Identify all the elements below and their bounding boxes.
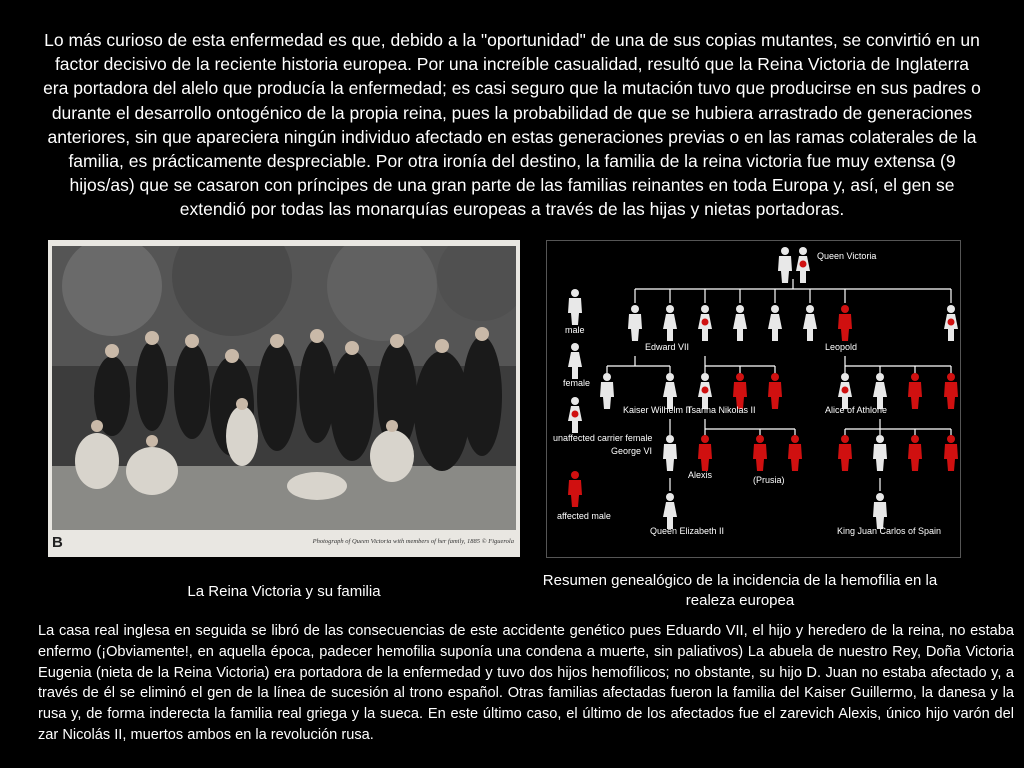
photo-image	[52, 246, 516, 530]
fig-gen2-6	[838, 305, 852, 341]
label-alexis: Alexis	[688, 470, 713, 480]
fig-gen2-4	[768, 305, 782, 341]
pedigree-legend	[553, 325, 652, 521]
legend-female: female	[563, 378, 591, 388]
fig-gen3-8	[944, 373, 958, 409]
fig-gen3-4	[768, 373, 782, 409]
label-queen-victoria: Queen Victoria	[817, 251, 877, 261]
photo-credit: Photograph of Queen Victoria with members of her family, 1885 © Figuerola	[312, 538, 514, 545]
fig-queen-victoria	[796, 247, 810, 283]
fig-gen4-2	[753, 435, 767, 471]
fig-gen2-0	[628, 305, 642, 341]
label-queen-elizabeth: Queen Elizabeth II	[650, 526, 725, 536]
photo-caption: La Reina Victoria y su familia	[187, 583, 381, 600]
legend-fig-male	[568, 289, 582, 325]
legend-affected: affected male	[557, 511, 611, 521]
legend-carrier: unaffected carrier female	[553, 433, 653, 443]
pedigree-caption: Resumen genealógico de la incidencia de la hemofilia en la realeza europea	[542, 572, 938, 609]
fig-gen4-0	[663, 435, 677, 471]
label-prusia: (Prusia)	[753, 475, 785, 485]
pedigree-svg	[547, 241, 960, 557]
fig-gen3-1	[663, 373, 677, 409]
fig-gen2-5	[803, 305, 817, 341]
label-kaiser: Kaiser Wilhelm II	[623, 405, 691, 415]
fig-gen4-3	[788, 435, 802, 471]
legend-fig-female	[568, 343, 582, 379]
label-edward-vii: Edward VII	[645, 342, 690, 352]
fig-gen4-4	[838, 435, 852, 471]
fig-gen2-1	[663, 305, 677, 341]
fig-gen3-7	[908, 373, 922, 409]
pedigree-chart	[546, 240, 961, 558]
family-group-picture	[52, 246, 516, 530]
panel-letter: B	[52, 534, 63, 551]
label-george-vi: George VI	[611, 446, 653, 456]
fig-queen-elizabeth	[663, 493, 677, 529]
fig-juan-carlos	[873, 493, 887, 529]
intro-paragraph: Lo más curioso de esta enfermedad es que, debido a la "oportunidad" de una de sus copias mutantes, se convirtió en un factor decisivo de la reciente historia europea. Por una increíble casualidad, resultó que la Reina Victoria de Inglaterra era portadora del alelo que producía la enfermedad; es casi seguro que la mutación tuvo que producirse en sus padres o durante el desarrollo ontogénico de la propia reina, pues la probabilidad de que se hubiera arrastrado de generaciones anteriores, sin que apareciera ningún individuo afectado en estas generaciones previas o en las ramas colaterales de la familia, es prácticamente despreciable. Por otra ironía del destino, la familia de la reina victoria fue muy extensa (9 hijos/as) que se casaron con príncipes de una gran parte de las familias reinantes en toda Europa y, así, el gen se extendió por todas las monarquías europeas a través de las hijas y nietas portadoras.	[43, 30, 981, 220]
fig-gen2-7	[944, 305, 958, 341]
label-alice: Alice of Athlone	[825, 405, 888, 415]
family-photograph	[48, 240, 520, 557]
fig-gen3-6	[873, 373, 887, 409]
fig-gen3-3	[733, 373, 747, 409]
legend-fig-carrier	[568, 397, 582, 433]
fig-gen4-6	[908, 435, 922, 471]
fig-gen2-3	[733, 305, 747, 341]
label-juan-carlos: King Juan Carlos of Spain	[837, 526, 942, 536]
legend-male: male	[565, 325, 585, 335]
fig-gen4-5	[873, 435, 887, 471]
fig-gen2-2	[698, 305, 712, 341]
label-tsarina: Tsarina Nikolas II	[687, 405, 756, 415]
fig-gen3-5	[838, 373, 852, 409]
legend-fig-affected	[568, 471, 582, 507]
label-leopold: Leopold	[825, 342, 858, 352]
fig-albert	[778, 247, 792, 283]
fig-gen3-2	[698, 373, 712, 409]
fig-gen4-7	[944, 435, 958, 471]
fig-gen3-0	[600, 373, 614, 409]
body-paragraph: La casa real inglesa en seguida se libró de las consecuencias de este accidente genético pues Eduardo VII, el hijo y heredero de la reina, no estaba enfermo (¡Obviamente!, en aquella época, padecer hemofilia suponía una condena a muerte, sin paliativos) La abuela de nuestro Rey, Doña Victoria Eugenia (nieta de la Reina Victoria) era portadora de la enfermedad y tuvo dos hijos hemofílicos; no obstante, su hijo D. Juan no estaba afectado y, a través de él se eliminó el gen de la línea de sucesión al trono español. Otras familias afectadas fueron la familia del Kaiser Guillermo, la danesa y la rusa y, de forma inderecta la familia real griega y la sueca. En este último caso, el último de los afectados fue el zarevich Alexis, único hijo varón del zar Nicolás II, muertos ambos en la revolución rusa.	[38, 623, 1014, 743]
fig-gen4-1	[698, 435, 712, 471]
